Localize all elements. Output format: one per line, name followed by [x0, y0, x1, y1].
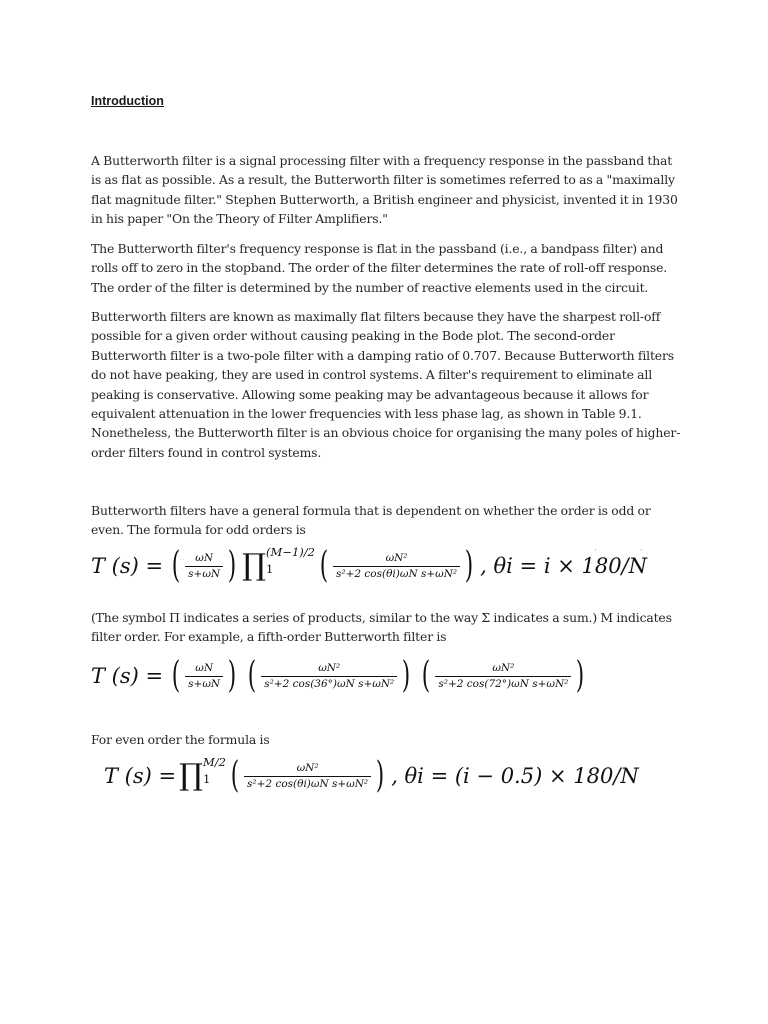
fraction-second-order-term — [333, 552, 460, 581]
fraction-numerator: ωN² — [318, 661, 341, 674]
fraction-numerator: ωN² — [296, 761, 319, 774]
fraction-numerator: ωN — [195, 661, 214, 674]
product-symbol: ∏ — [242, 548, 267, 583]
fraction-denominator: s²+2 cos(θi)ωN s+ωN² — [244, 776, 371, 791]
fraction-denominator: s+ωN — [185, 566, 223, 581]
paragraph-maximally-flat: Butterworth filters are known as maximally flat filters because they have the sharpest roll-off possible for a given order without causing peaking in the Bode plot. The second-order Butterworth filter is a two-pole filter with a damping ratio of 0.707. Because Butterworth filters do not have peaking, they are used in control systems. A filter's requirement to eliminate all peaking is conservative. Allowing some peaking may be advantageous because it allows for equivalent attenuation in the lower frequencies with less phase lag, as shown in Table 9.1. Nonetheless, the Butterworth filter is an obvious choice for organising the many poles of higher-order filters found in control systems. — [91, 309, 681, 460]
fraction-first-order-factor — [185, 552, 223, 581]
equation-lhs: T (s) = — [91, 664, 164, 688]
equation-fifth-order: T (s) = ( $\frac{\omega N}{s+\omega N}$ ) ( $\frac{\text{ωN²}}{\text{s²+2 cos(36°)ωN s+ωN²}}$ ) ( $\frac{\text{ωN²}}{\text{s²+2 cos(72°)ωN s+ωN²}}$ ) — [91, 655, 585, 696]
equation-even-order: T (s) = ∏ M/2 1 ( $\frac{\text{ωN²}}{\text{s²+2 cos(θi)ωN s+ωN²}}$ ) , θi = (i − 0.5) × 180/N — [104, 755, 639, 796]
fraction-numerator: ωN² — [492, 661, 515, 674]
product-upper-limit: (M−1)/2 — [266, 545, 315, 559]
product-upper-limit: M/2 — [203, 755, 226, 769]
fraction-denominator: s²+2 cos(36°)ωN s+ωN² — [261, 676, 397, 691]
paragraph-definition: A Butterworth filter is a signal processing filter with a frequency response in the passband that is as flat as possible. As a result, the Butterworth filter is sometimes referred to as a "maximally flat magnitude filter." Stephen Butterworth, a British engineer and physicist, invented it in 1930 in his paper "On the Theory of Filter Amplifiers." — [91, 153, 678, 227]
fraction-numerator: ωN — [195, 551, 214, 564]
section-heading: Introduction — [91, 94, 164, 108]
paragraph-product-symbol: (The symbol Π indicates a series of products, similar to the way Σ indicates a sum.) M indicates filter order. For example, a fifth-order Butterworth filter is — [91, 610, 672, 645]
product-lower-limit: 1 — [203, 772, 211, 786]
fraction-numerator: ωN² — [385, 551, 408, 564]
product-limits — [266, 545, 315, 576]
fraction-first-order-factor — [185, 662, 223, 691]
fraction-term-72 — [435, 662, 571, 691]
paragraph-general-formula: Butterworth filters have a general formula that is dependent on whether the order is odd or even. The formula for odd orders is — [91, 503, 651, 538]
fraction-term-36 — [261, 662, 397, 691]
fraction-second-order-term — [244, 762, 371, 791]
paragraph-frequency-response: The Butterworth filter's frequency response is flat in the passband (i.e., a bandpass filter) and rolls off to zero in the stopband. The order of the filter determines the rate of roll-off response. The order of the filter is determined by the number of reactive elements used in the circuit. — [91, 241, 668, 295]
equation-odd-order: T (s) = ( $\frac{\omega N}{s+\omega N}$ ) ∏ (M−1)/2 1 ( $\frac{\text{ωN²}}{\text{s²+2 cos(θi)ωN s+ωN²}}$ ) , θi = i × 180/N — [91, 545, 648, 586]
equation-tail: , θi = (i − 0.5) × 180/N — [391, 764, 639, 788]
fraction-denominator: s²+2 cos(θi)ωN s+ωN² — [333, 566, 460, 581]
product-symbol: ∏ — [179, 758, 204, 793]
equation-tail: , θi = i × 180/N — [480, 554, 648, 578]
equation-lhs: T (s) = — [104, 764, 177, 788]
equation-lhs: T (s) = — [91, 554, 164, 578]
product-limits — [203, 755, 226, 786]
decorative-dots: · · — [594, 546, 663, 556]
paragraph-even-order: For even order the formula is — [91, 732, 270, 747]
fraction-denominator: s+ωN — [185, 676, 223, 691]
fraction-denominator: s²+2 cos(72°)ωN s+ωN² — [435, 676, 571, 691]
product-lower-limit: 1 — [266, 562, 274, 576]
